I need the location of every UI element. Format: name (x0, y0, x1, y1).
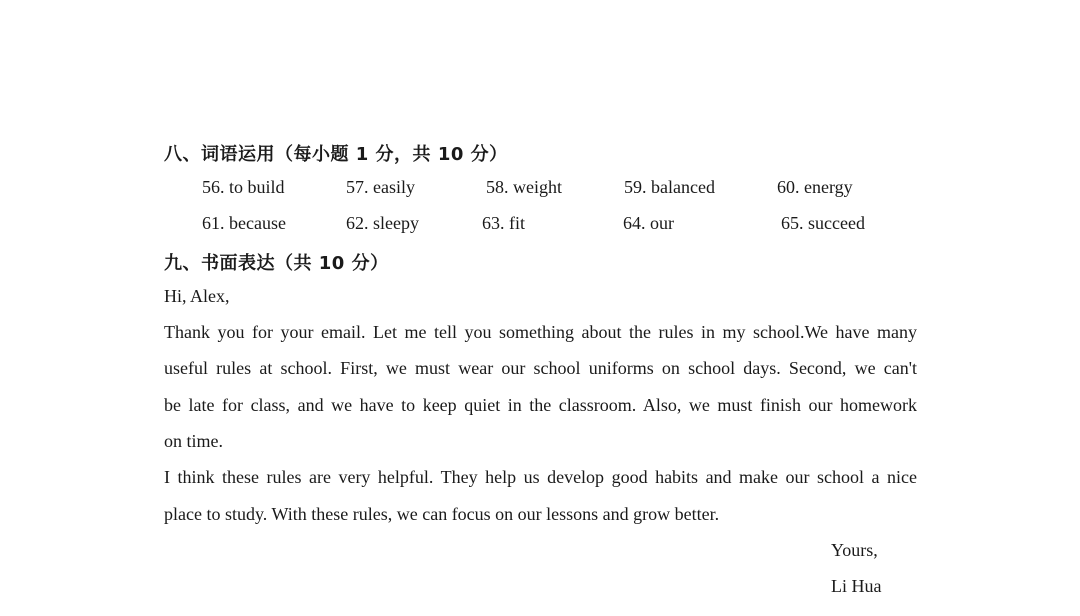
answer-63: 63. fit (482, 213, 525, 233)
letter-closing: Yours, (831, 540, 878, 560)
letter-line-3: be late for class, and we have to keep quiet in the classroom. Also, we must finish our homework (164, 395, 917, 415)
letter-greeting: Hi, Alex, (164, 286, 230, 306)
answer-57: 57. easily (346, 177, 415, 197)
answer-65: 65. succeed (781, 213, 865, 233)
letter-line-1: Thank you for your email. Let me tell you something about the rules in my school.We have many (164, 322, 917, 342)
letter-line-4: on time. (164, 431, 223, 451)
letter-line-6: place to study. With these rules, we can focus on our lessons and grow better. (164, 504, 720, 524)
answer-64: 64. our (623, 213, 674, 233)
section-8-heading: 八、词语运用（每小题 1 分，共 10 分） (164, 144, 508, 165)
answer-56: 56. to build (202, 177, 285, 197)
answer-62: 62. sleepy (346, 213, 419, 233)
section-9-heading: 九、书面表达（共 10 分） (164, 253, 389, 274)
answer-59: 59. balanced (624, 177, 715, 197)
letter-line-2: useful rules at school. First, we must wear our school uniforms on school days. Second, we can't (164, 358, 917, 378)
answer-58: 58. weight (486, 177, 562, 197)
letter-line-5: I think these rules are very helpful. They help us develop good habits and make our school a nice (164, 467, 917, 487)
letter-signature: Li Hua (831, 576, 882, 596)
answer-61: 61. because (202, 213, 286, 233)
answer-60: 60. energy (777, 177, 853, 197)
